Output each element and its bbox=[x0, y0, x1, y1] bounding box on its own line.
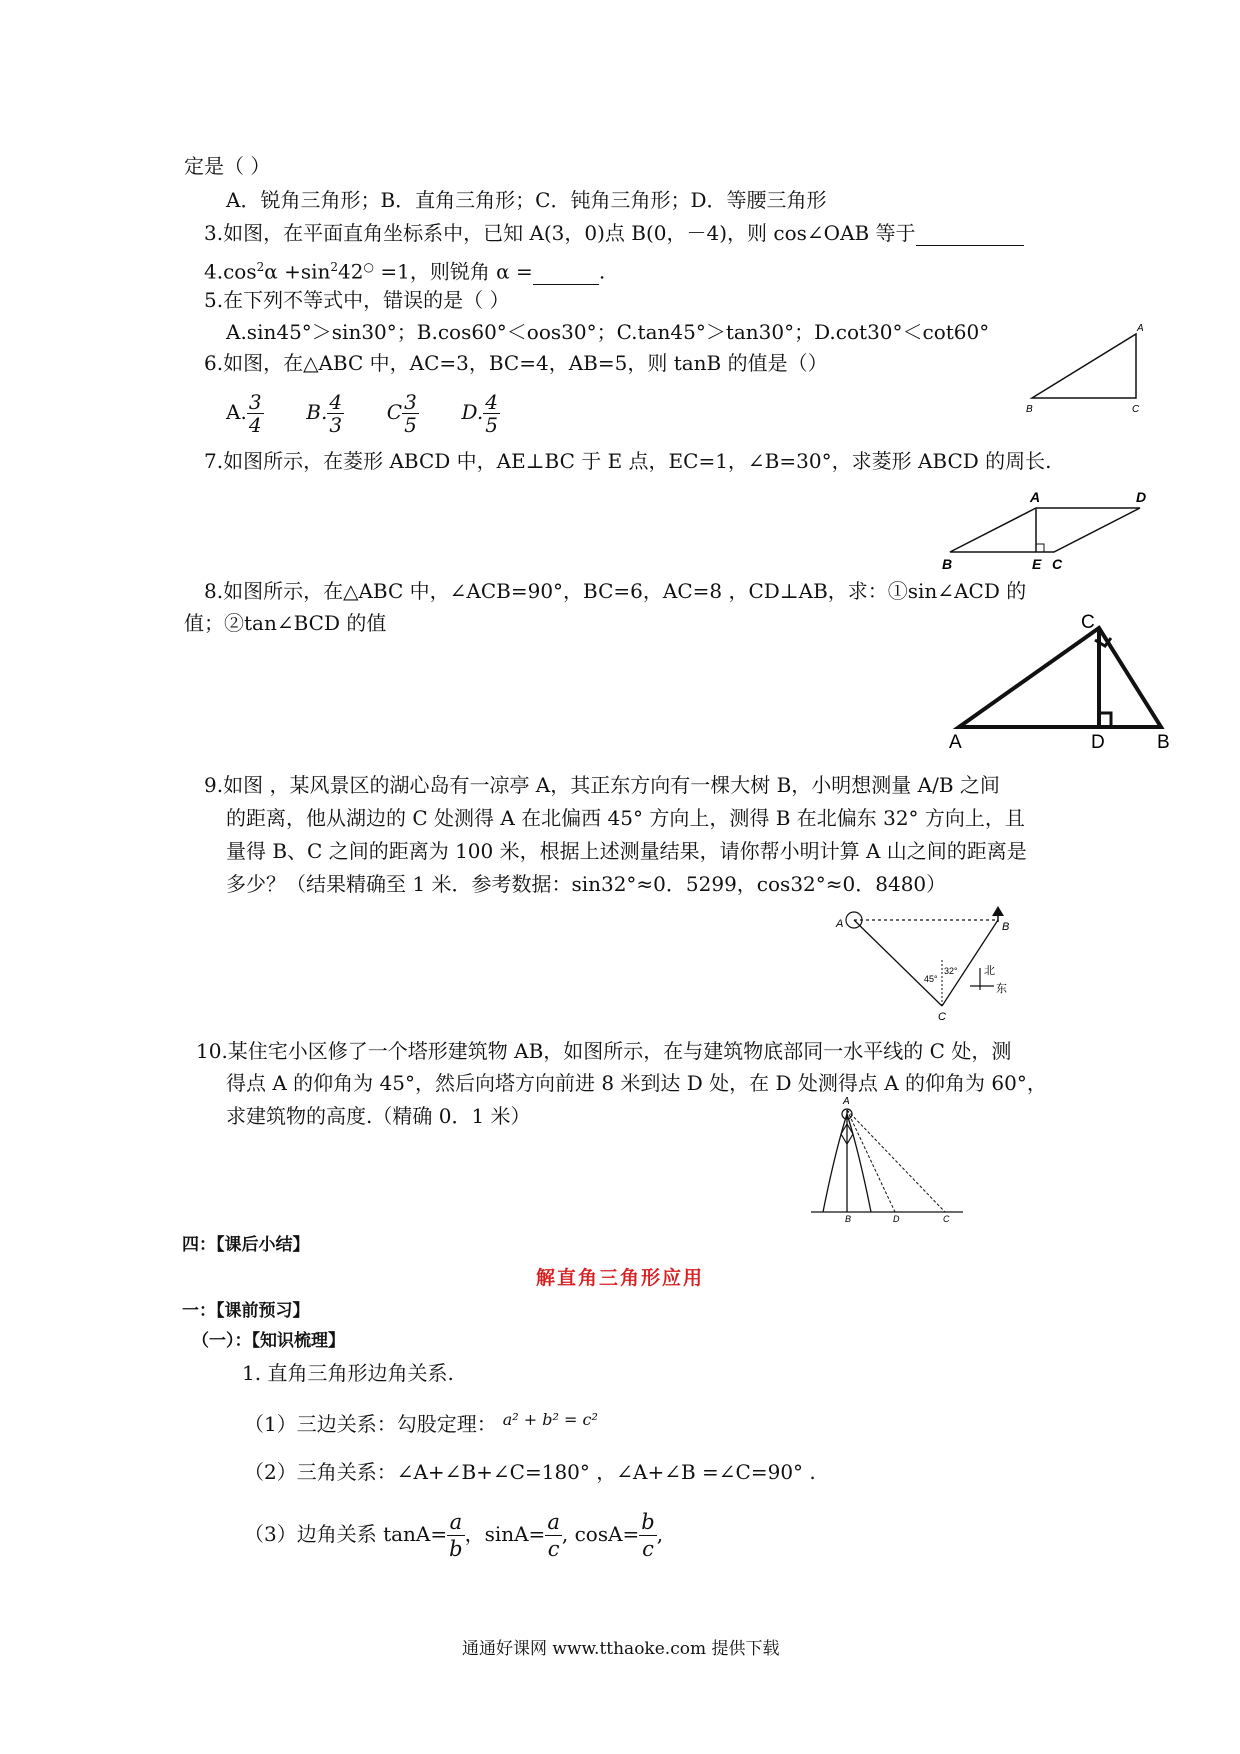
q10-line-2: 得点 A 的仰角为 45°，然后向塔方向前进 8 米到达 D 处，在 D 处测得点 A 的仰角为 60°， bbox=[226, 1071, 1047, 1095]
q7-text: 7.如图所示，在菱形 ABCD 中，AE⊥BC 于 E 点，EC=1，∠B=30°，求菱形 ABCD 的周长. bbox=[204, 449, 1052, 473]
q9-lake-figure bbox=[830, 900, 1030, 1030]
subsection-knowledge: （一）：【知识梳理】 bbox=[192, 1331, 345, 1350]
q10-sightline-c bbox=[847, 1110, 945, 1212]
q4-degree: ○ bbox=[363, 260, 374, 274]
q9-label-b: B bbox=[1002, 921, 1010, 933]
knowledge-4-prefix: （3）边角关系 tanA= bbox=[244, 1522, 448, 1546]
q8-label-a: A bbox=[949, 732, 962, 753]
q3-answer-blank bbox=[916, 223, 1024, 246]
tan-fraction: $\frac{a}{b}$ bbox=[449, 1510, 463, 1561]
q9-line-4: 多少？（结果精确至 1 米．参考数据：sin32°≈0．5299，cos32°≈0．8480） bbox=[226, 872, 947, 896]
q8-triangle-figure bbox=[945, 610, 1185, 760]
q4-part-c: 42 bbox=[338, 259, 364, 284]
q3-text bbox=[204, 220, 1024, 246]
q6-opt-c: C $\frac{3}{5}$ bbox=[386, 390, 417, 437]
q10-line-3: 求建筑物的高度.（精确 0．1 米） bbox=[226, 1104, 531, 1128]
q8-triangle bbox=[959, 628, 1161, 727]
q7-label-e: E bbox=[1032, 556, 1042, 572]
q6-triangle bbox=[1032, 334, 1136, 398]
q7-right-angle-mark bbox=[1036, 544, 1044, 552]
q9-line-1: 9.如图 ，某风景区的湖心岛有一凉亭 A，其正东方向有一棵大树 B，小明想测量 A/B 之间 bbox=[204, 773, 1000, 797]
q7-rhombus-figure bbox=[930, 480, 1155, 575]
q7-label-b: B bbox=[942, 556, 953, 572]
q6-label-a: A bbox=[1137, 323, 1144, 334]
q9-label-45: 45° bbox=[924, 974, 938, 984]
q10-label-a: A bbox=[843, 1096, 850, 1107]
knowledge-1: 1. 直角三角形边角关系. bbox=[242, 1361, 454, 1385]
knowledge-4-suffix: , bbox=[656, 1522, 664, 1546]
footer-text: 通通好课网 www.tthaoke.com 提供下载 bbox=[462, 1639, 780, 1659]
q4-part-b: α +sin bbox=[264, 259, 331, 284]
q4-sup-1: 2 bbox=[256, 260, 265, 274]
q9-label-c: C bbox=[938, 1011, 946, 1023]
q6-options bbox=[226, 388, 500, 436]
q10-line-1: 10.某住宅小区修了一个塔形建筑物 AB，如图所示，在与建筑物底部同一水平线的 C 处，测 bbox=[196, 1039, 1012, 1063]
q9-label-east: 东 bbox=[996, 983, 1007, 995]
q3-question: 3.如图，在平面直角坐标系中，已知 A(3，0)点 B(0，－4)，则 cos∠OAB 等于 bbox=[204, 221, 916, 245]
q7-label-d: D bbox=[1136, 489, 1147, 505]
q2-options: A．锐角三角形；B．直角三角形；C．钝角三角形；D．等腰三角形 bbox=[226, 188, 827, 212]
q9-tree-icon bbox=[992, 906, 1004, 916]
q5-options: A.sin45°＞sin30°；B.cos60°＜oos30°；C.tan45°＞tan30°；D.cot30°＜cot60° bbox=[226, 320, 990, 344]
q6-opt-b: B. $\frac{4}{3}$ bbox=[306, 390, 343, 437]
q6-opt-d-fraction: $\frac{4}{5}$ bbox=[485, 390, 498, 437]
q6-label-b: B bbox=[1026, 404, 1033, 415]
q9-line-bc bbox=[942, 920, 998, 1006]
q6-label-c: C bbox=[1132, 404, 1140, 415]
q8-label-b: B bbox=[1157, 732, 1170, 753]
q6-opt-c-fraction: $\frac{3}{5}$ bbox=[404, 390, 417, 437]
q6-opt-d: D. $\frac{4}{5}$ bbox=[461, 390, 498, 437]
q6-text: 6.如图，在△ABC 中，AC=3，BC=4，AB=5，则 tanB 的值是（） bbox=[204, 351, 828, 375]
q9-line-3: 量得 B、C 之间的距离为 100 米，根据上述测量结果，请你帮小明计算 A 山之间的距离是 bbox=[226, 839, 1027, 863]
q2-continuation: 定是（ ） bbox=[184, 154, 271, 178]
q7-label-c: C bbox=[1052, 556, 1063, 572]
q8-line-2: 值；②tan∠BCD 的值 bbox=[184, 611, 387, 635]
cos-fraction: $\frac{b}{c}$ bbox=[641, 1510, 655, 1561]
q4-sup-2: 2 bbox=[330, 260, 339, 274]
q6-opt-a-fraction: $\frac{3}{4}$ bbox=[248, 390, 262, 437]
q6-triangle-figure bbox=[1020, 320, 1150, 420]
knowledge-3: （2）三角关系：∠A+∠B+∠C=180° ，∠A+∠B =∠C=90° . bbox=[244, 1460, 816, 1484]
q6-opt-a: A. $\frac{3}{4}$ bbox=[226, 390, 262, 437]
q10-label-c: C bbox=[943, 1214, 950, 1222]
q4-part-a: 4.cos bbox=[204, 259, 257, 284]
knowledge-2-text: （1）三边关系：勾股定理： bbox=[244, 1412, 497, 1436]
knowledge-4-cos: , cosA= bbox=[561, 1522, 640, 1546]
q4-answer-blank bbox=[533, 262, 599, 285]
q8-label-c: C bbox=[1081, 612, 1095, 633]
q8-label-d: D bbox=[1091, 732, 1105, 753]
q10-sightline-d bbox=[847, 1110, 895, 1212]
q4-part-d: =1，则锐角 α = bbox=[373, 259, 533, 284]
page-title: 解直角三角形应用 bbox=[536, 1267, 705, 1289]
section-1-header: 一：【课前预习】 bbox=[182, 1301, 310, 1320]
q6-opt-b-fraction: $\frac{4}{3}$ bbox=[329, 390, 343, 437]
q9-label-north: 北 bbox=[984, 965, 995, 977]
q7-rhombus bbox=[950, 508, 1140, 552]
knowledge-4-sin: ，sinA= bbox=[464, 1522, 546, 1546]
knowledge-4 bbox=[244, 1506, 663, 1562]
q8-line-1: 8.如图所示，在△ABC 中，∠ACB=90°，BC=6，AC=8 ，CD⊥AB，求：①sin∠ACD 的 bbox=[204, 579, 1027, 603]
q7-label-a: A bbox=[1030, 489, 1041, 505]
section-4-header: 四：【课后小结】 bbox=[182, 1235, 310, 1254]
q9-label-32: 32° bbox=[944, 966, 958, 976]
q9-label-a: A bbox=[836, 918, 844, 930]
q10-label-d: D bbox=[893, 1214, 900, 1222]
q9-line-2: 的距离，他从湖边的 C 处测得 A 在北偏西 45° 方向上，测得 B 在北偏东 32° 方向上，且 bbox=[226, 806, 1025, 830]
q5-text: 5.在下列不等式中，错误的是（ ） bbox=[204, 288, 510, 312]
knowledge-2 bbox=[244, 1411, 598, 1439]
sin-fraction: $\frac{a}{c}$ bbox=[547, 1510, 560, 1561]
pythagorean-formula: a² + b² = c² bbox=[502, 1410, 598, 1429]
q9-line-ac bbox=[854, 920, 942, 1006]
q10-label-b: B bbox=[845, 1214, 852, 1222]
q10-tower-figure bbox=[805, 1092, 975, 1222]
q4-text bbox=[204, 254, 605, 285]
q4-part-e: . bbox=[598, 259, 606, 284]
